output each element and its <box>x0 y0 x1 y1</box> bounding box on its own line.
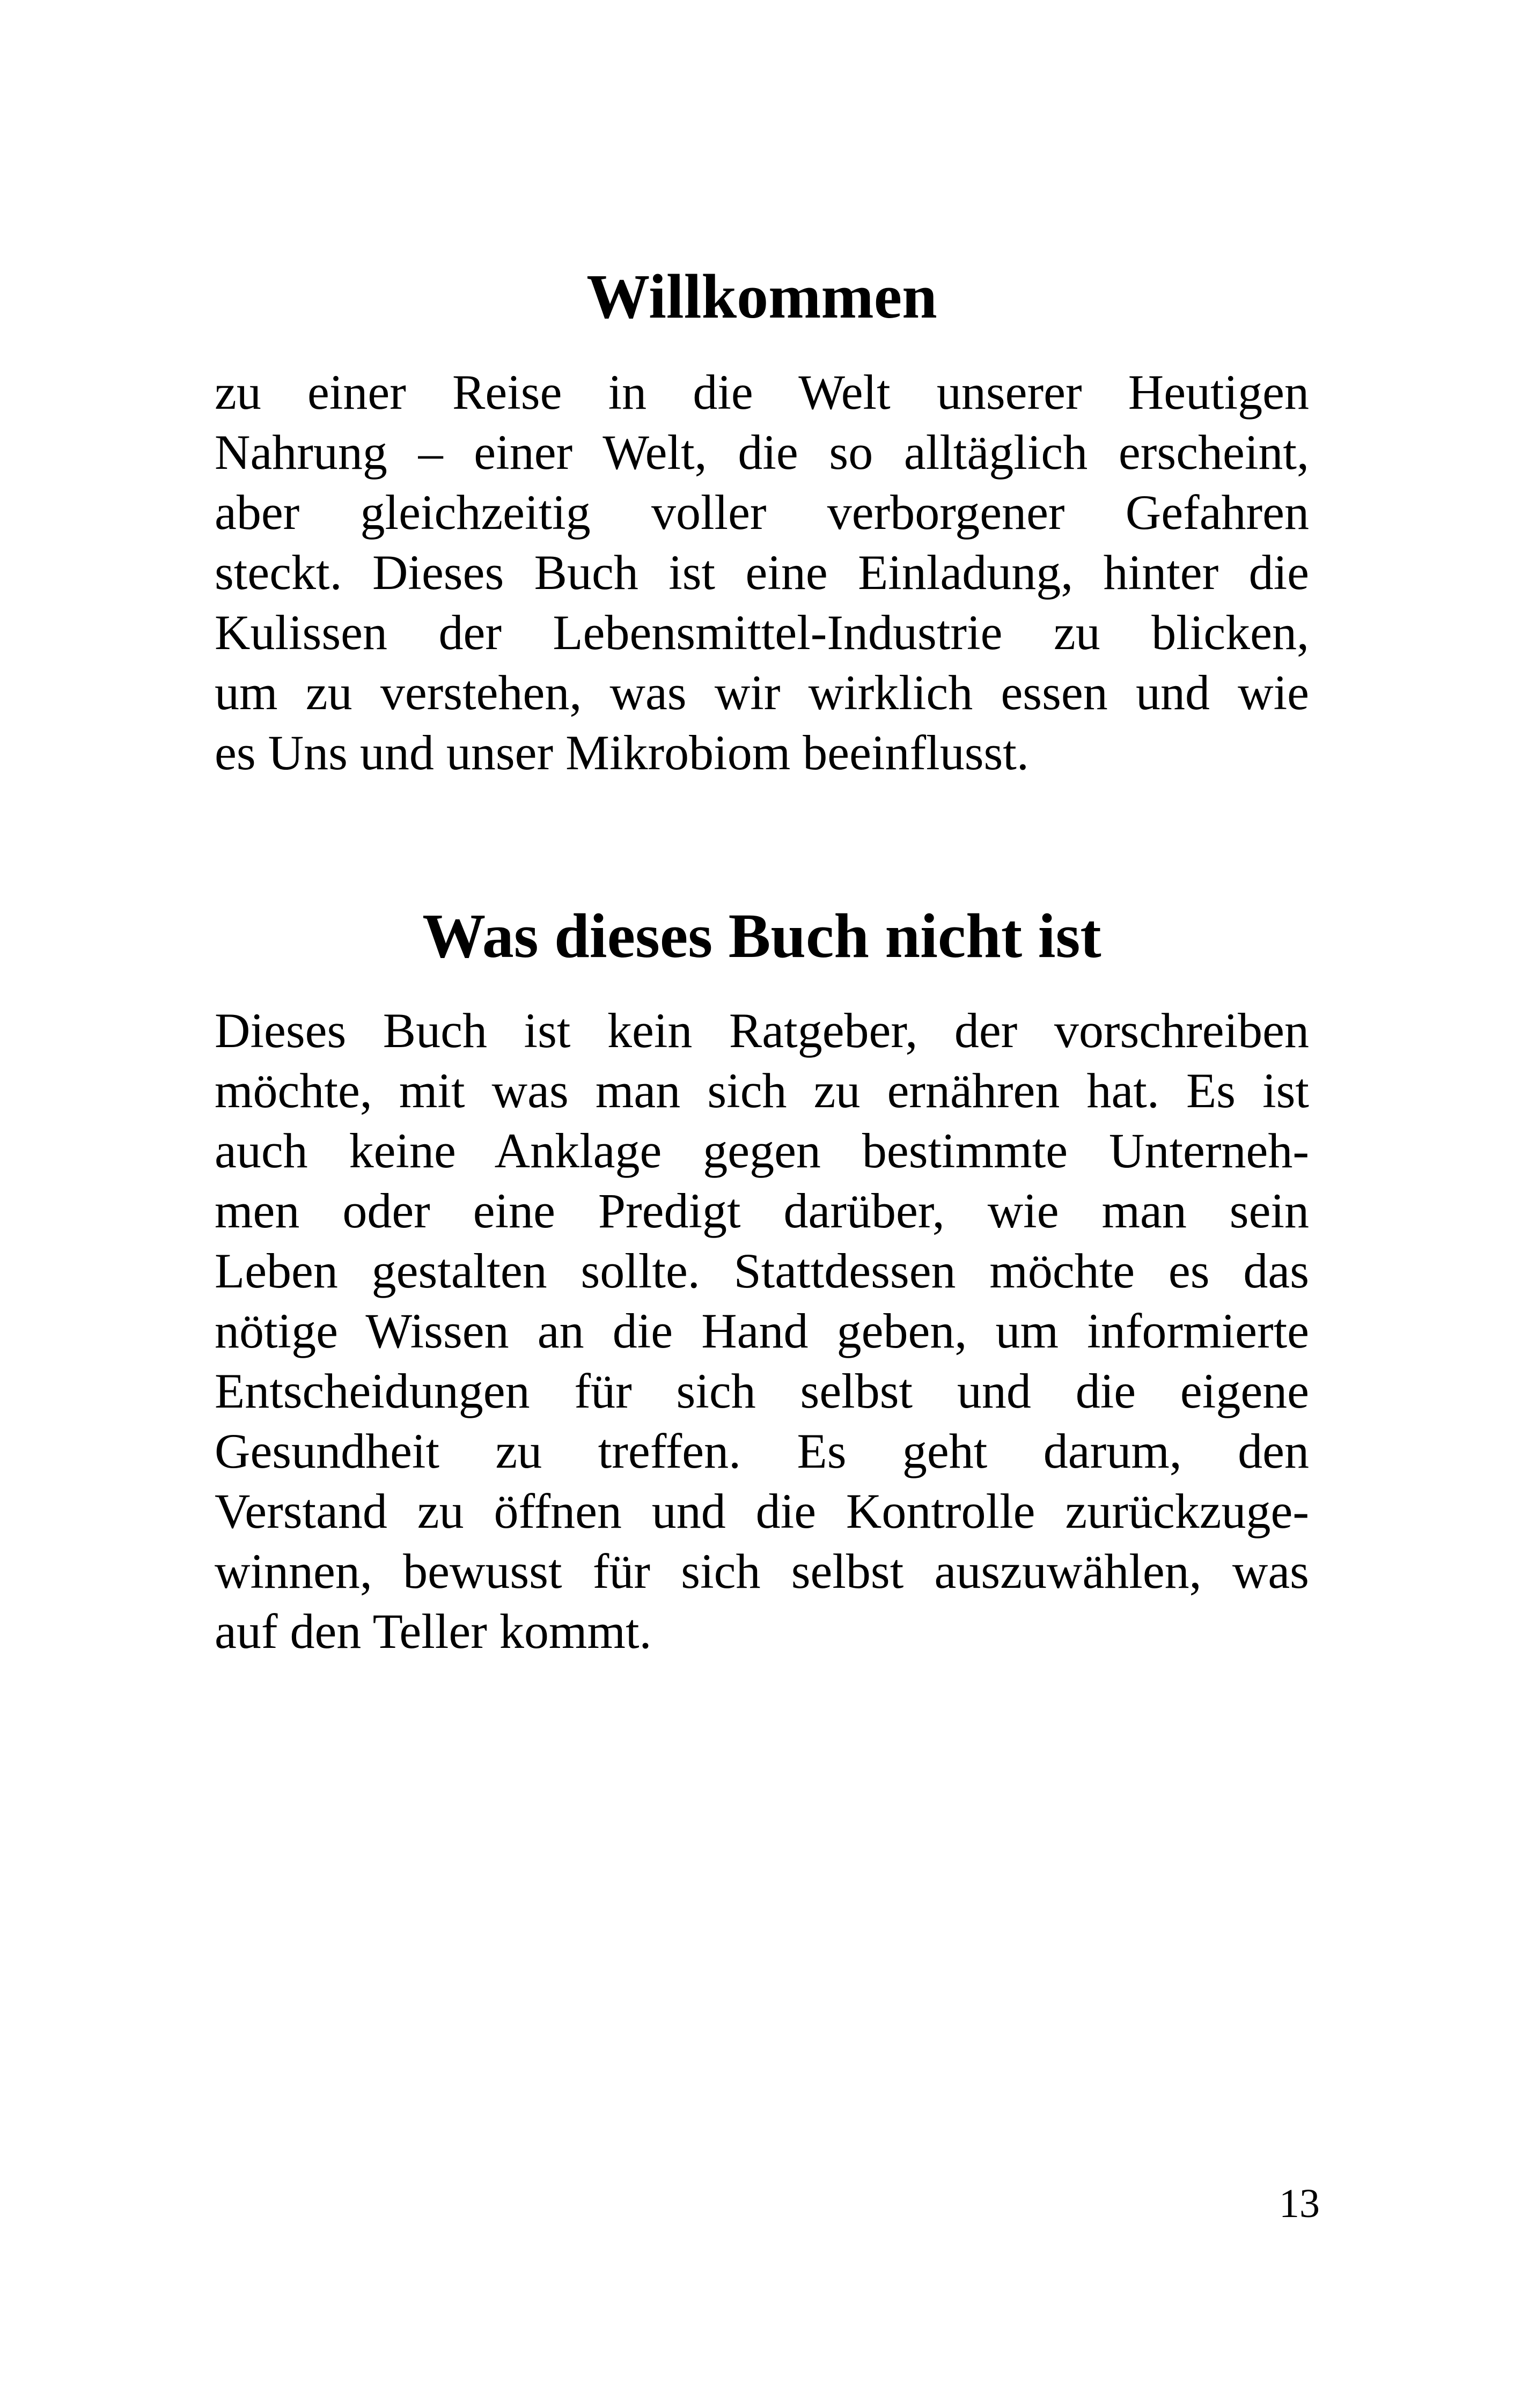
text-line: Entscheidungen für sich selbst und die eigene <box>215 1364 1309 1418</box>
text-line: möchte, mit was man sich zu ernähren hat. Es ist <box>215 1063 1309 1118</box>
text-line: zu einer Reise in die Welt unserer Heutigen <box>215 365 1309 419</box>
text-line: men oder eine Predigt darüber, wie man sein <box>215 1183 1309 1238</box>
text-line: Nahrung – einer Welt, die so alltäglich erscheint, <box>215 425 1309 480</box>
text-line: Gesundheit zu treffen. Es geht darum, den <box>215 1424 1309 1478</box>
text-line: Dieses Buch ist kein Ratgeber, der vorschreiben <box>215 1003 1309 1058</box>
section-heading-was-dieses-buch-nicht-ist: Was dieses Buch nicht ist <box>422 901 1101 971</box>
text-line: Kulissen der Lebensmittel-Industrie zu blicken, <box>215 605 1309 660</box>
text-line: um zu verstehen, was wir wirklich essen und wie <box>215 665 1309 720</box>
text-line: aber gleichzeitig voller verborgener Gefahren <box>215 485 1309 540</box>
text-line: es Uns und unser Mikrobiom beeinflusst. <box>215 725 1029 780</box>
text-line: auf den Teller kommt. <box>215 1604 652 1659</box>
text-line: nötige Wissen an die Hand geben, um informierte <box>215 1304 1309 1358</box>
text-line: Verstand zu öffnen und die Kontrolle zurückzuge- <box>215 1484 1309 1538</box>
text-line: auch keine Anklage gegen bestimmte Unterneh- <box>215 1123 1309 1178</box>
text-line: winnen, bewusst für sich selbst auszuwählen, was <box>215 1544 1309 1599</box>
section-heading-willkommen: Willkommen <box>586 261 937 332</box>
text-line: steckt. Dieses Buch ist eine Einladung, hinter die <box>215 545 1309 600</box>
page-number: 13 <box>1279 2181 1320 2226</box>
text-line: Leben gestalten sollte. Stattdessen möchte es das <box>215 1243 1309 1298</box>
